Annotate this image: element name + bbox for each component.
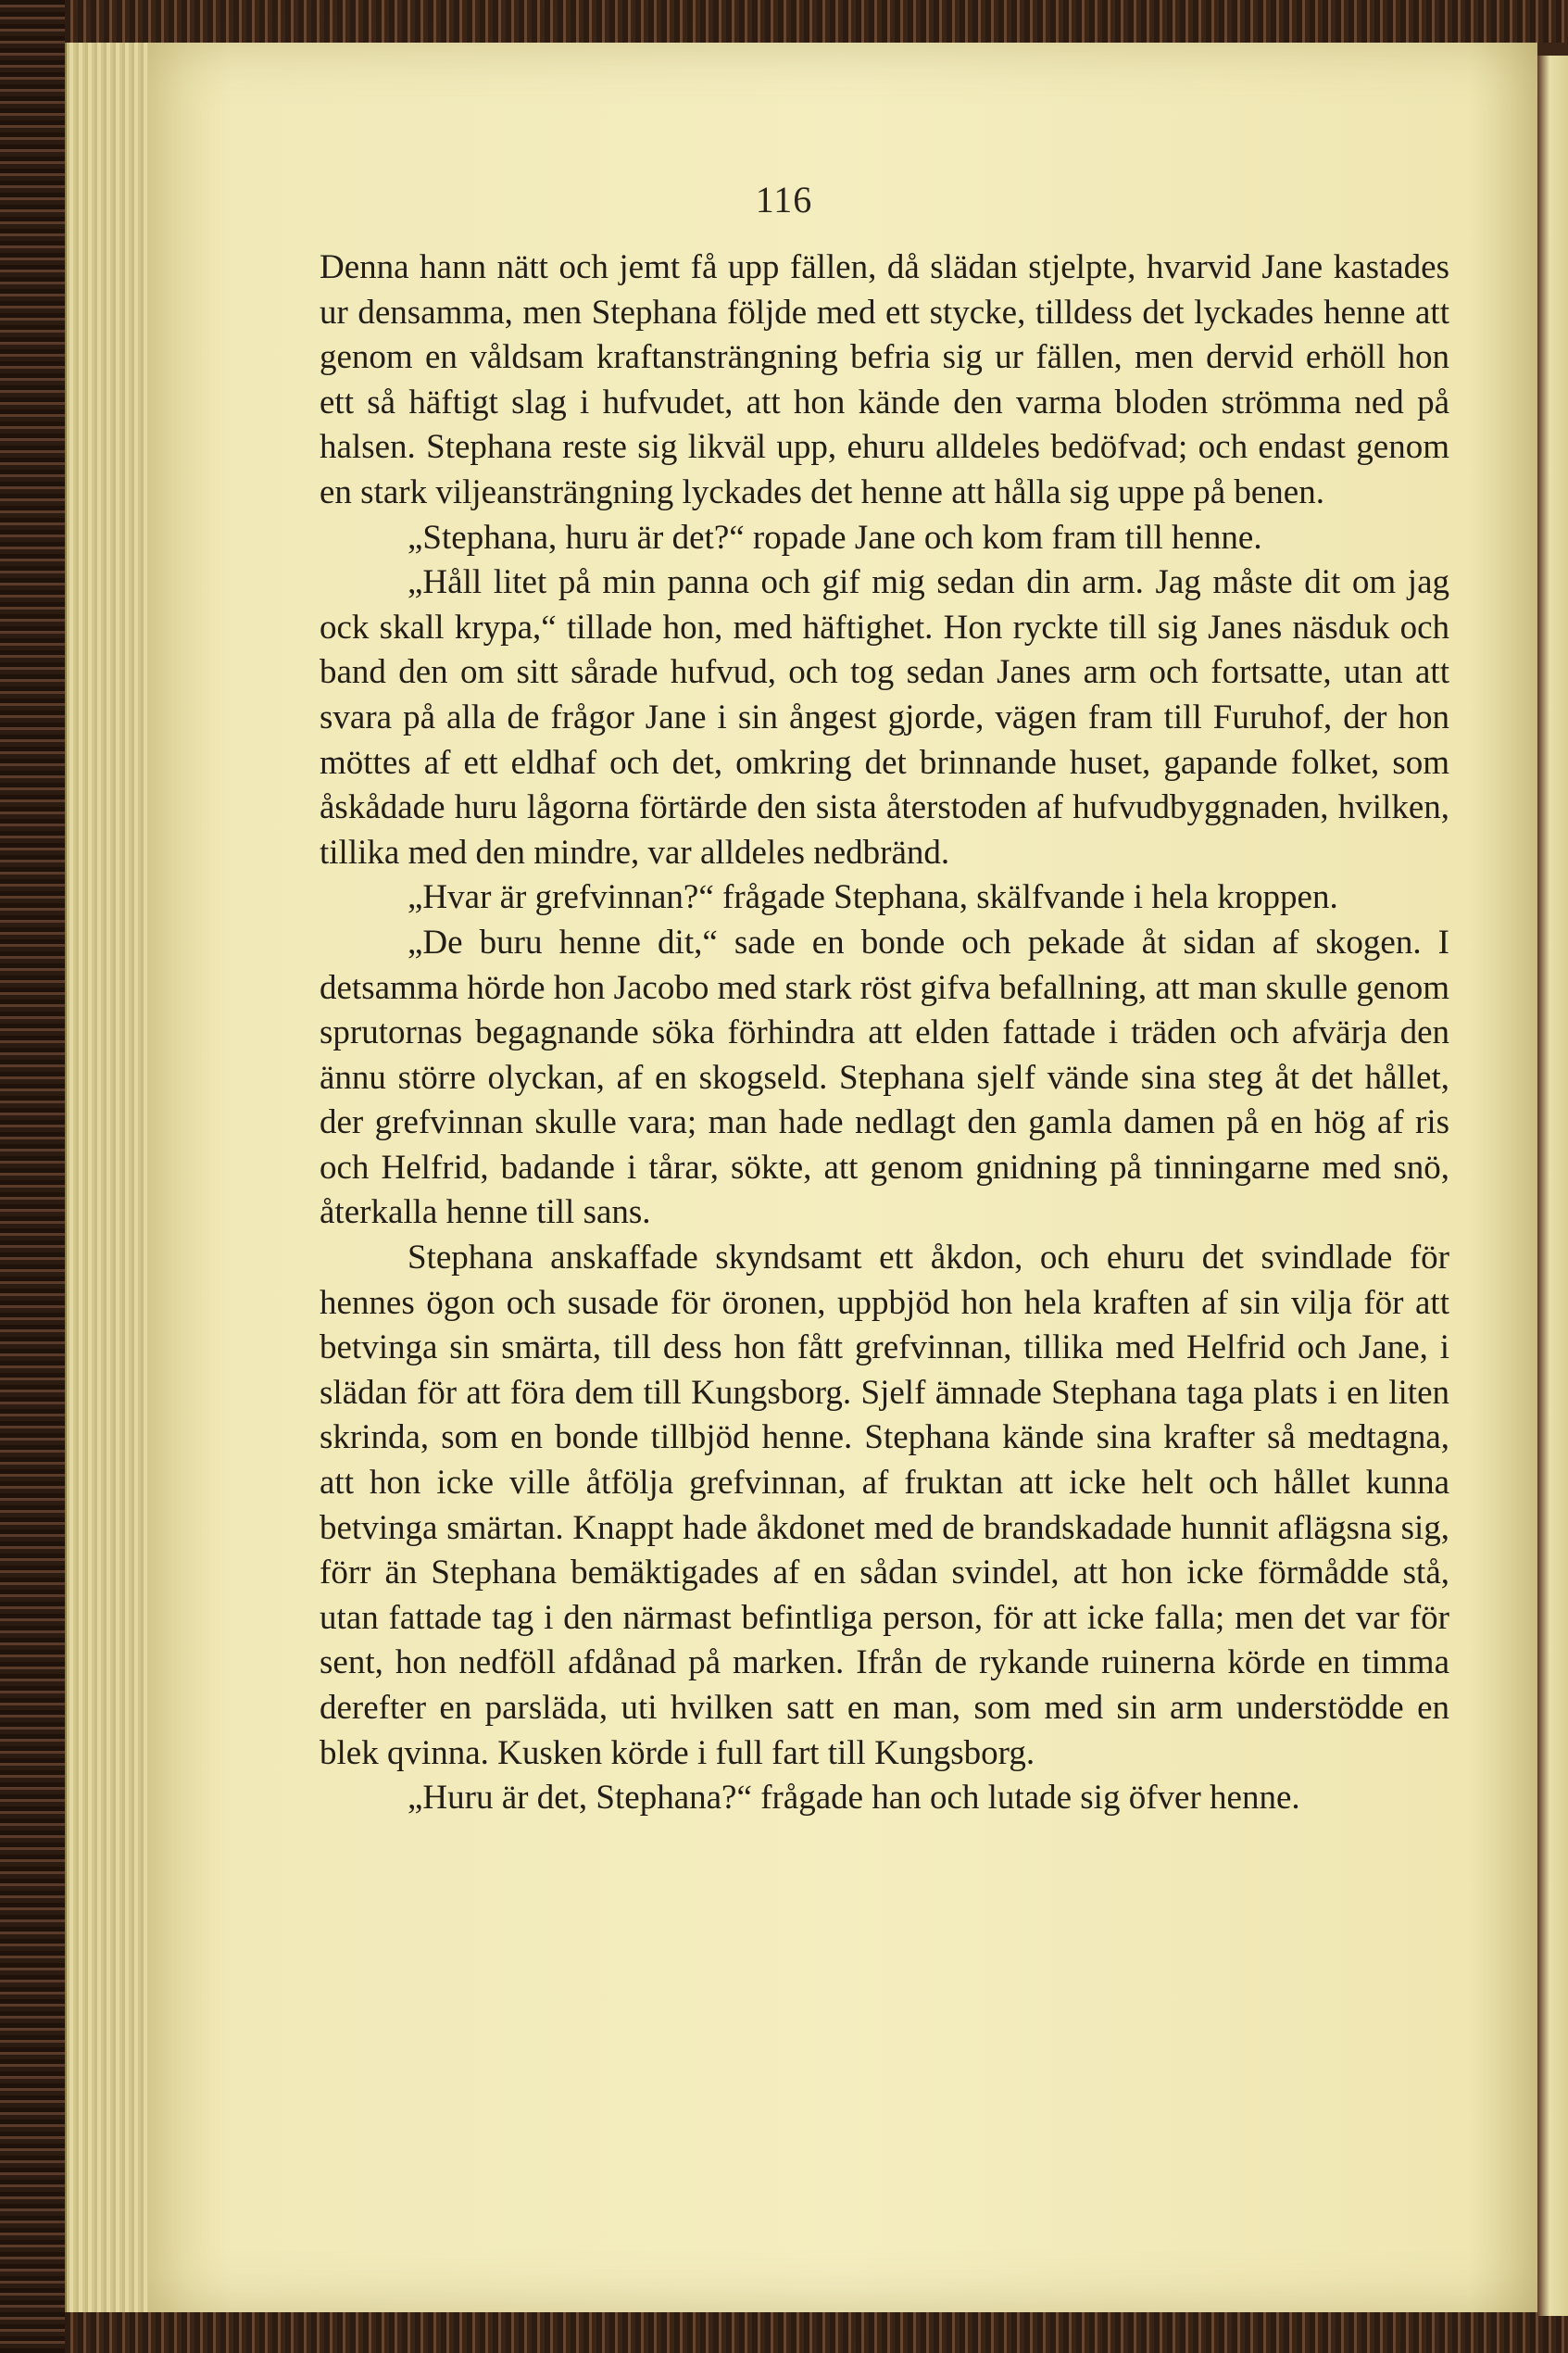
paragraph: „De buru henne dit,“ sade en bonde och pekade åt sidan af skogen. I detsamma hörde hon Jacobo med stark röst gifva befallning, att man skulle genom sprutornas begagnande söka förhindra att elden fattade i träden och afvärja den ännu större olyckan, af en skogseld. Stephana sjelf vände sina steg åt det hållet, der grefvinnan skulle vara; man hade nedlagt den gamla damen på en hög af ris och Helfrid, badande i tårar, sökte, att genom gnidning på tinningarne med snö, återkalla henne till sans. [320,923,1449,1232]
paragraph: „Huru är det, Stephana?“ frågade han och lutade sig öfver henne. [408,1779,1300,1818]
cover-top-edge [0,0,1568,43]
paragraph: „Hvar är grefvinnan?“ frågade Stephana, skälfvande i hela kroppen. [408,878,1338,917]
paragraph: „Stephana, huru är det?“ ropade Jane och kom fram till henne. [408,518,1262,557]
page-number: 116 [755,179,813,220]
paragraph: Stephana anskaffade skyndsamt ett åkdon, och ehuru det svindlade för hennes ögon och susade för öronen, uppbjöd hon hela kraften af sin vilja för att betvinga sin smärta, till dess hon fått grefvinnan, tillika med Helfrid och Jane, i slädan för att föra dem till Kungsborg. Sjelf ämnade Stephana taga plats i en liten skrinda, som en bonde tillbjöd henne. Stephana kände sina krafter så medtagna, att hon icke ville åtfölja grefvinnan, af fruktan att icke helt och hållet kunna betvinga smärtan. Knappt hade åkdonet med de brandskadade hunnit aflägsna sig, förr än Stephana bemäktigades af en sådan svindel, att hon icke förmådde stå, utan fattade tag i den närmast befintliga person, för att icke falla; men det var för sent, hon nedföll afdånad på marken. Ifrån de rykande ruinerna körde en timma derefter en parsläda, uti hvilken satt en man, som med sin arm understödde en blek qvinna. Kusken körde i full fart till Kungsborg. [320,1239,1449,1772]
page-stack [65,43,159,2312]
body-text [320,245,1449,1821]
paragraph: Denna hann nätt och jemt få upp fällen, då slädan stjelpte, hvarvid Jane kastades ur densamma, men Stephana följde med ett stycke, tilldess det lyckades henne att genom en våldsam kraftansträngning befria sig ur fällen, men dervid erhöll hon ett så häftigt slag i hufvudet, att hon kände den varma bloden strömma ned på halsen. Stephana reste sig likväl upp, ehuru alldeles bedöfvad; och endast genom en stark viljeansträngning lyckades det henne att hålla sig uppe på benen. [320,248,1449,511]
cover-bottom-edge [0,2310,1568,2353]
next-page-edge [1537,56,1568,2316]
paragraph: „Håll litet på min panna och gif mig sedan din arm. Jag måste dit om jag ock skall krypa,“ tillade hon, med häftighet. Hon ryckte till sig Janes näsduk och band den om sitt sårade hufvud, och tog sedan Janes arm och fortsatte, utan att svara på alla de frågor Jane i sin ångest gjorde, vägen fram till Furuhof, der hon möttes af ett eldhaf och det, omkring det brinnande huset, gapande folket, som åskådade huru lågorna förtärde den sista återstoden af hufvudbyggnaden, hvilken, tillika med den mindre, var alldeles nedbränd. [320,563,1449,872]
spine-edge [0,0,65,2353]
